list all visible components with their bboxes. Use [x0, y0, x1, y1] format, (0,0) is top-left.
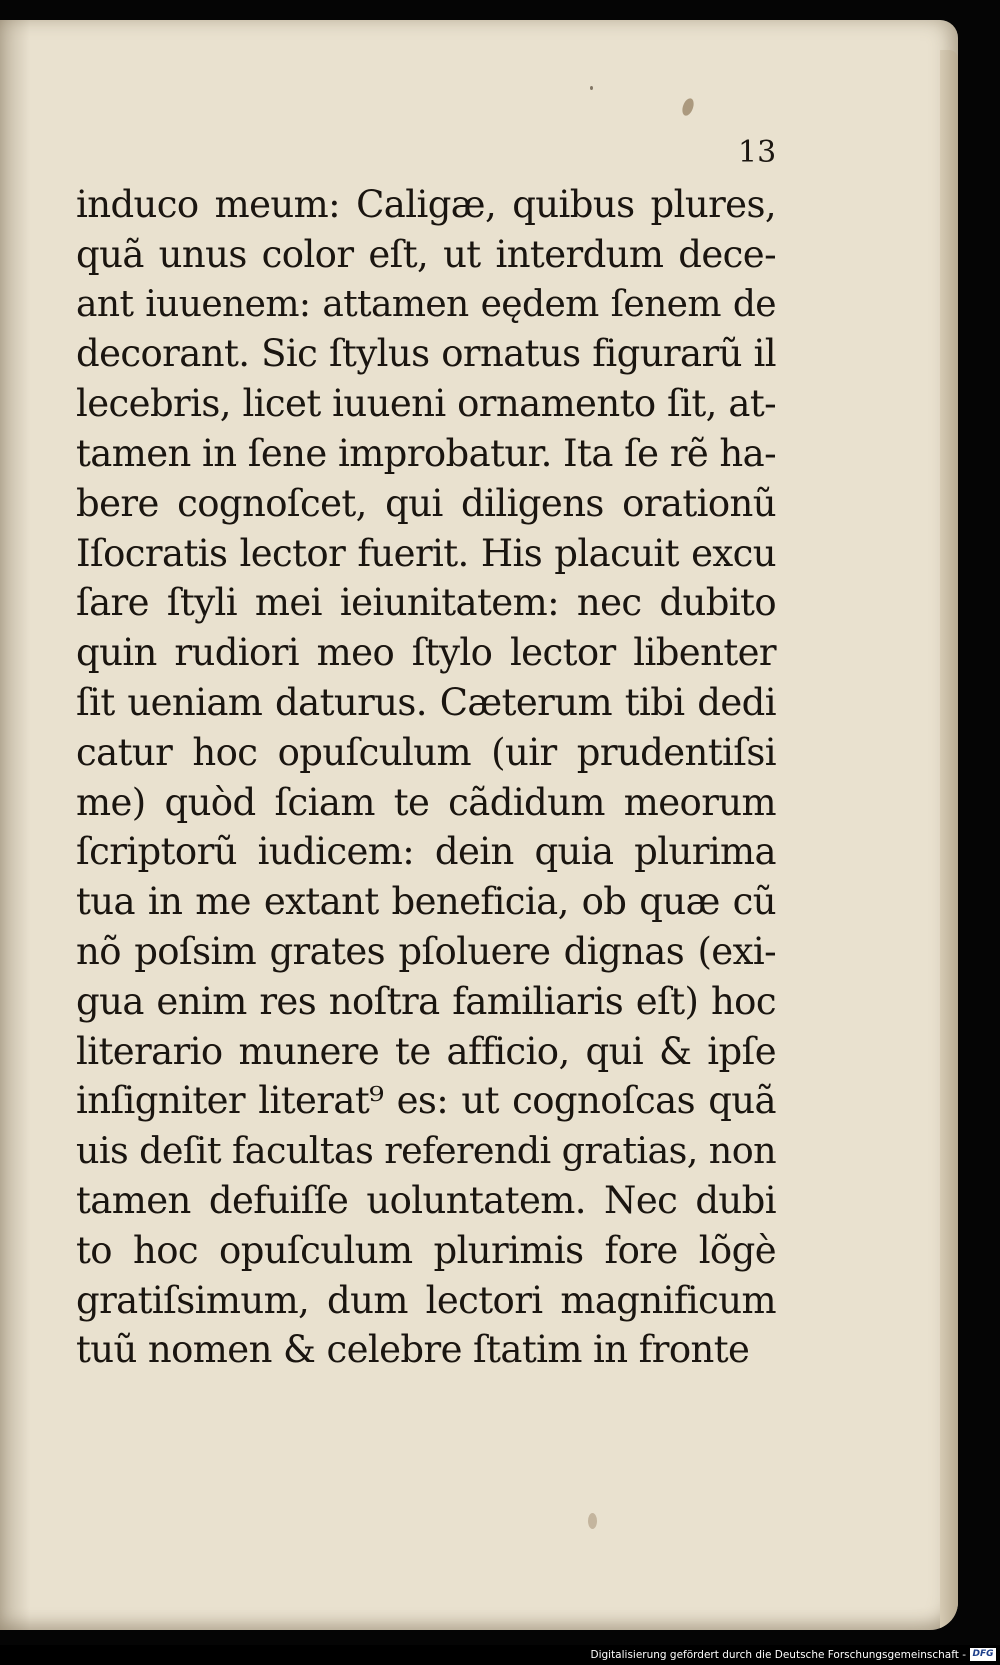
page-edge [940, 50, 958, 1630]
text-line: uis deſit facultas referendi gratias, non [76, 1129, 776, 1173]
text-line: Iſocratis lector fuerit. His placuit excu [76, 531, 776, 575]
text-line: nõ poſsim grates pſoluere dignas (exi- [76, 929, 776, 973]
text-line: quin rudiori meo ſtylo lector libenter [76, 631, 776, 675]
text-line: induco meum: Caligæ, quibus plures, [76, 183, 776, 226]
text-line: literario munere te afficio, qui & ipſe [76, 1029, 776, 1073]
text-line: ſare ſtyli mei ieiunitatem: nec dubito [76, 581, 776, 625]
text-line: ſcriptorũ iudicem: dein quia plurima [76, 830, 776, 874]
text-line: decorant. Sic ſtylus ornatus figurarũ il [76, 332, 776, 376]
text-line: bere cognoſcet, qui diligens orationũ [76, 481, 776, 525]
text-line: quã unus color eſt, ut interdum dece- [76, 232, 776, 276]
text-line: ſit ueniam daturus. Cæterum tibi dedi [76, 680, 776, 724]
text-line: tamen in ſene improbatur. Ita ſe rẽ ha- [76, 431, 776, 475]
text-line: tamen defuiſſe uoluntatem. Nec dubi [76, 1178, 776, 1222]
paper-stain [588, 1513, 597, 1529]
text-line: to hoc opuſculum plurimis fore lõgè [76, 1228, 776, 1272]
dfg-logo: DFG [970, 1648, 996, 1661]
text-line: tuũ nomen & celebre ſtatim in fronte [76, 1328, 750, 1372]
paper-stain [590, 86, 593, 90]
text-line: me) quòd ſciam te cãdidum meorum [76, 780, 776, 824]
text-line: lecebris, licet iuueni ornamento ſit, at- [76, 382, 776, 426]
text-line: tua in me extant beneficia, ob quæ cũ [76, 880, 776, 924]
paper-stain [680, 97, 696, 117]
text-line: inſigniter literat⁹ es: ut cognoſcas quã [76, 1079, 776, 1123]
page-number: 13 [738, 135, 777, 170]
digitization-credit: Digitalisierung gefördert durch die Deutsche Forschungsgemeinschaft - [590, 1649, 966, 1661]
text-line: gua enim res noſtra familiaris eſt) hoc [76, 979, 776, 1023]
body-text [76, 180, 776, 1375]
text-line: catur hoc opuſculum (uir prudentiſsi [76, 730, 776, 774]
text-line: gratiſsimum, dum lectori magnificum [76, 1278, 776, 1322]
book-page [0, 20, 958, 1630]
text-line: ant iuuenem: attamen eędem ſenem de [76, 283, 776, 325]
